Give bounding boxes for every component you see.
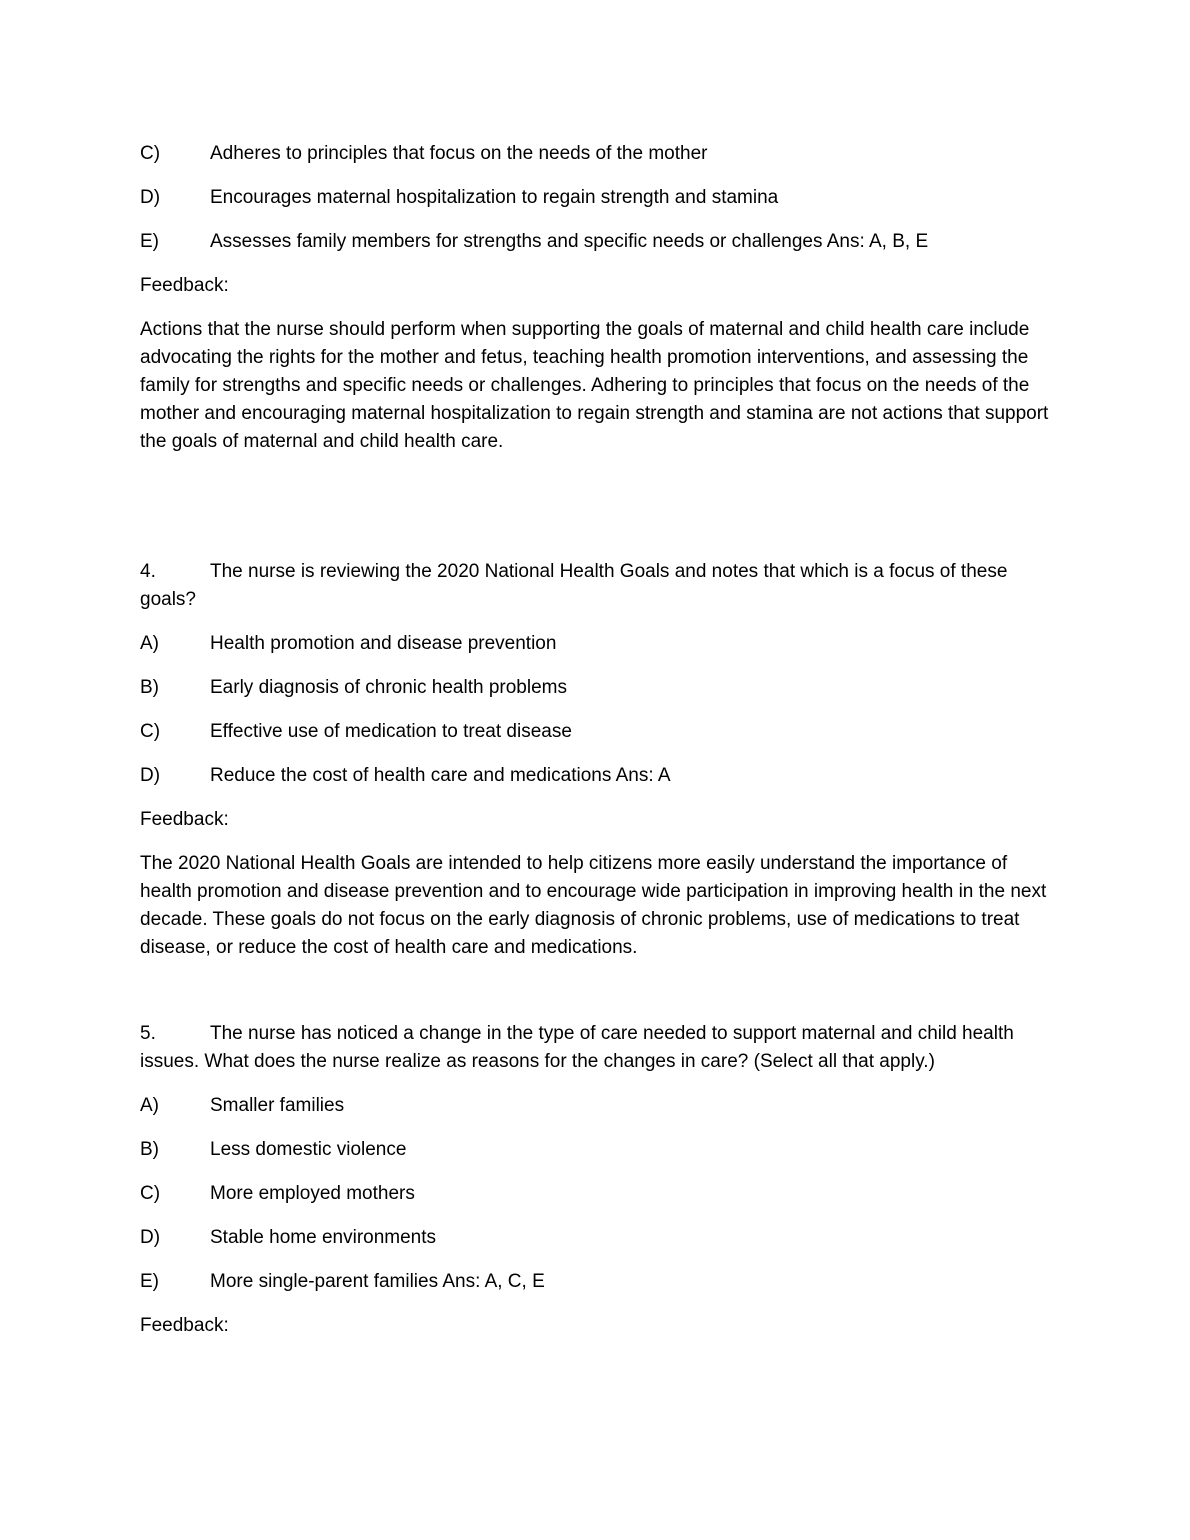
- option-letter: B): [140, 1139, 159, 1160]
- option-letter: A): [140, 1095, 159, 1116]
- option-letter: C): [140, 721, 161, 742]
- option-text: Stable home environments: [210, 1227, 437, 1248]
- option-text: Reduce the cost of health care and medications Ans: A: [210, 765, 671, 786]
- document-content: [140, 140, 1052, 1356]
- option-row: [140, 674, 1052, 702]
- option-text: Less domestic violence: [210, 1139, 407, 1160]
- option-row: [140, 184, 1052, 212]
- option-letter: D): [140, 765, 161, 786]
- question-5: [140, 1020, 1052, 1076]
- feedback-label: Feedback:: [140, 1315, 229, 1336]
- option-text: Smaller families: [210, 1095, 345, 1116]
- option-text: More single-parent families Ans: A, C, E: [210, 1271, 545, 1292]
- option-letter: E): [140, 1271, 159, 1292]
- option-letter: E): [140, 231, 159, 252]
- option-text: Health promotion and disease prevention: [210, 633, 557, 654]
- question-number: 5.: [140, 1023, 156, 1044]
- option-row: [140, 140, 1052, 168]
- option-letter: D): [140, 1227, 161, 1248]
- option-row: [140, 630, 1052, 658]
- spacer: [140, 962, 1052, 1020]
- feedback-paragraph: The 2020 National Health Goals are intended to help citizens more easily understand the importance of health promotion and disease prevention and to encourage wide participation in improving health in the next decade. These goals do not focus on the early diagnosis of chronic problems, use of medications to treat disease, or reduce the cost of health care and medications.: [140, 853, 1047, 958]
- option-text: Encourages maternal hospitalization to regain strength and stamina: [210, 187, 779, 208]
- option-row: [140, 228, 1052, 256]
- option-letter: B): [140, 677, 159, 698]
- question-number: 4.: [140, 561, 156, 582]
- feedback-label: Feedback:: [140, 809, 229, 830]
- option-row: [140, 1268, 1052, 1296]
- option-row: [140, 762, 1052, 790]
- option-letter: A): [140, 633, 159, 654]
- option-text: Assesses family members for strengths and specific needs or challenges Ans: A, B, E: [210, 231, 929, 252]
- option-text: Adheres to principles that focus on the needs of the mother: [210, 143, 708, 164]
- spacer: [140, 456, 1052, 558]
- option-row: [140, 1224, 1052, 1252]
- feedback-label: Feedback:: [140, 275, 229, 296]
- option-row: [140, 1136, 1052, 1164]
- option-text: Early diagnosis of chronic health problems: [210, 677, 567, 698]
- question-text: The nurse is reviewing the 2020 National Health Goals and notes that which is a focus of these goals?: [140, 561, 1008, 610]
- question-4: [140, 558, 1052, 614]
- option-text: Effective use of medication to treat disease: [210, 721, 572, 742]
- option-text: More employed mothers: [210, 1183, 415, 1204]
- option-letter: C): [140, 1183, 161, 1204]
- option-letter: C): [140, 143, 161, 164]
- question-text: The nurse has noticed a change in the type of care needed to support maternal and child health issues. What does the nurse realize as reasons for the changes in care? (Select all that apply.): [140, 1023, 1014, 1072]
- option-row: [140, 1092, 1052, 1120]
- feedback-paragraph: Actions that the nurse should perform when supporting the goals of maternal and child health care include advocating the rights for the mother and fetus, teaching health promotion interventions, and assessing the family for strengths and specific needs or challenges. Adhering to principles that focus on the needs of the mother and encouraging maternal hospitalization to regain strength and stamina are not actions that support the goals of maternal and child health care.: [140, 319, 1049, 452]
- option-letter: D): [140, 187, 161, 208]
- option-row: [140, 718, 1052, 746]
- option-row: [140, 1180, 1052, 1208]
